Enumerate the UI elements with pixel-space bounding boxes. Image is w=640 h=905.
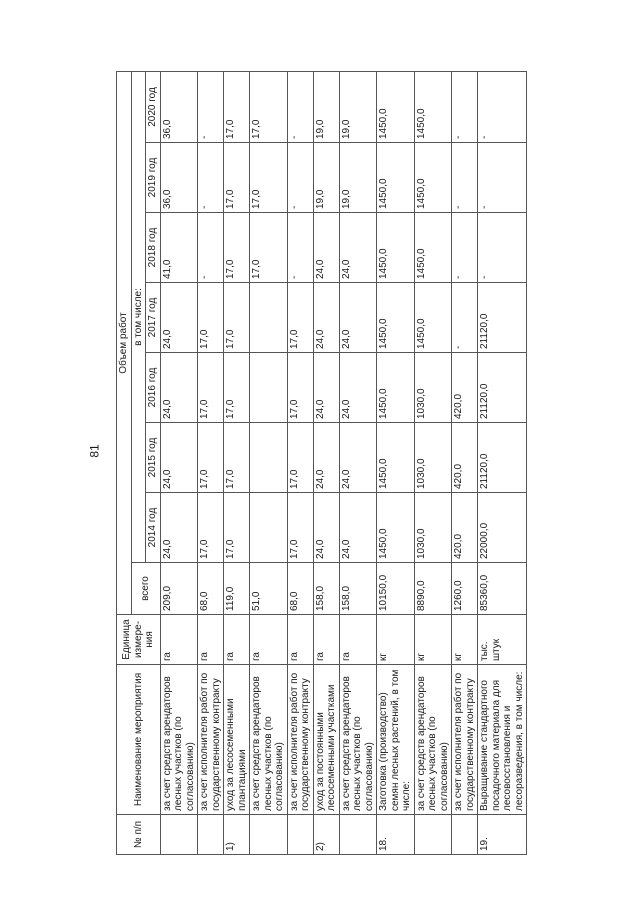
unit-cell: га [287, 615, 313, 665]
header-volume: Объем работ [117, 71, 132, 614]
activity-name: Заготовка (производство) семян лесных растений, в том числе: [377, 665, 415, 815]
year-value-cell: 24,0 [339, 213, 377, 283]
year-value-cell: 1450,0 [377, 71, 415, 142]
year-value-cell: 17,0 [224, 143, 250, 213]
year-value-cell: 1450,0 [377, 213, 415, 283]
year-value-cell: 24,0 [313, 213, 339, 283]
table-row [250, 71, 288, 854]
year-value-cell: 19,0 [313, 143, 339, 213]
year-value-cell: 41,0 [160, 213, 198, 283]
table-row [224, 71, 250, 854]
row-number [160, 815, 198, 855]
year-value-cell: - [452, 71, 478, 142]
year-value-cell: 17,0 [224, 353, 250, 423]
activity-name: за счет средств арендаторов лесных участков (по согласованию) [250, 665, 288, 815]
year-value-cell: 1450,0 [377, 423, 415, 493]
header-total: всего [131, 563, 160, 615]
header-unit: Единица измере-ния [117, 615, 161, 665]
header-year: 2015 год [146, 423, 161, 493]
total-cell: 1260,0 [452, 563, 478, 615]
year-value-cell: 420,0 [452, 353, 478, 423]
year-value-cell [250, 423, 288, 493]
year-value-cell: 17,0 [198, 353, 224, 423]
activity-name: за счет исполнителя работ по государственному контракту [452, 665, 478, 815]
year-value-cell: 24,0 [339, 493, 377, 563]
year-value-cell: - [198, 143, 224, 213]
header-year: 2014 год [146, 493, 161, 563]
unit-cell: га [339, 615, 377, 665]
unit-cell: га [224, 615, 250, 665]
year-value-cell: 24,0 [313, 353, 339, 423]
activity-name: за счет исполнителя работ по государственному контракту [198, 665, 224, 815]
year-value-cell: 24,0 [313, 493, 339, 563]
year-value-cell: 1450,0 [414, 283, 452, 353]
unit-cell: кг [377, 615, 415, 665]
header-no: № п/п [117, 815, 161, 855]
year-value-cell: 21120,0 [478, 353, 527, 423]
row-number [287, 815, 313, 855]
year-value-cell: 36,0 [160, 71, 198, 142]
table-row [198, 71, 224, 854]
year-value-cell: 24,0 [313, 283, 339, 353]
total-cell: 51,0 [250, 563, 288, 615]
year-value-cell: - [478, 71, 527, 142]
year-value-cell: - [287, 143, 313, 213]
year-value-cell [250, 493, 288, 563]
year-value-cell: 420,0 [452, 423, 478, 493]
row-number: 2) [313, 815, 339, 855]
year-value-cell: - [198, 213, 224, 283]
year-value-cell: 17,0 [250, 143, 288, 213]
year-value-cell: 1450,0 [414, 213, 452, 283]
total-cell: 68,0 [287, 563, 313, 615]
year-value-cell [250, 353, 288, 423]
activity-name: за счет исполнителя работ по государственному контракту [287, 665, 313, 815]
activity-name: Выращивание стандартного посадочного материала для лесовосстановления и лесоразведения, в том числе: [478, 665, 527, 815]
total-cell: 10150,0 [377, 563, 415, 615]
year-value-cell: - [478, 143, 527, 213]
table-row [160, 71, 198, 854]
header-year: 2017 год [146, 283, 161, 353]
table-body [160, 71, 527, 854]
unit-cell: га [198, 615, 224, 665]
year-value-cell: 17,0 [224, 493, 250, 563]
total-cell: 158,0 [339, 563, 377, 615]
year-value-cell: 17,0 [224, 283, 250, 353]
table-row [377, 71, 415, 854]
table-row [414, 71, 452, 854]
table-row [339, 71, 377, 854]
year-value-cell: 1450,0 [414, 71, 452, 142]
works-volume-table [116, 71, 527, 855]
row-number [198, 815, 224, 855]
rotated-table-container [116, 72, 636, 855]
table-row [287, 71, 313, 854]
year-value-cell: 36,0 [160, 143, 198, 213]
header-year: 2019 год [146, 143, 161, 213]
unit-cell: кг [414, 615, 452, 665]
row-number: 19. [478, 815, 527, 855]
year-value-cell: 24,0 [160, 493, 198, 563]
header-year: 2020 год [146, 71, 161, 142]
total-cell: 209,0 [160, 563, 198, 615]
year-value-cell: 19,0 [339, 143, 377, 213]
activity-name: за счет средств арендаторов лесных участков (по согласованию) [414, 665, 452, 815]
year-value-cell: 17,0 [287, 423, 313, 493]
page-number: 81 [87, 444, 102, 458]
row-number [339, 815, 377, 855]
year-value-cell: 19,0 [313, 71, 339, 142]
year-value-cell: 17,0 [287, 493, 313, 563]
year-value-cell [250, 283, 288, 353]
activity-name: за счет средств арендаторов лесных участков (по согласованию) [160, 665, 198, 815]
year-value-cell: 17,0 [198, 493, 224, 563]
row-number: 1) [224, 815, 250, 855]
year-value-cell: - [478, 213, 527, 283]
row-number [452, 815, 478, 855]
year-value-cell: 21120,0 [478, 423, 527, 493]
table-row [478, 71, 527, 854]
year-value-cell: 24,0 [160, 423, 198, 493]
table-row [313, 71, 339, 854]
year-value-cell: 24,0 [339, 423, 377, 493]
header-incl: в том числе: [131, 71, 146, 562]
year-value-cell: - [198, 71, 224, 142]
total-cell: 85360,0 [478, 563, 527, 615]
year-value-cell: 17,0 [250, 71, 288, 142]
row-number [414, 815, 452, 855]
year-value-cell: 24,0 [339, 283, 377, 353]
year-value-cell: 19,0 [339, 71, 377, 142]
year-value-cell: 1030,0 [414, 493, 452, 563]
unit-cell: га [250, 615, 288, 665]
total-cell: 8890,0 [414, 563, 452, 615]
year-value-cell: 1450,0 [377, 143, 415, 213]
unit-cell: га [160, 615, 198, 665]
header-name: Наименование мероприятия [117, 665, 161, 815]
year-value-cell: 24,0 [339, 353, 377, 423]
year-value-cell: 17,0 [287, 353, 313, 423]
year-value-cell: 1450,0 [414, 143, 452, 213]
year-value-cell: - [287, 71, 313, 142]
unit-cell: га [313, 615, 339, 665]
year-value-cell: 17,0 [287, 283, 313, 353]
year-value-cell: 17,0 [224, 423, 250, 493]
unit-cell: тыс. штук [478, 615, 527, 665]
year-value-cell: 1030,0 [414, 423, 452, 493]
row-number [250, 815, 288, 855]
year-value-cell: 22000,0 [478, 493, 527, 563]
year-value-cell: - [452, 213, 478, 283]
year-value-cell: - [452, 283, 478, 353]
year-value-cell: 1030,0 [414, 353, 452, 423]
total-cell: 119,0 [224, 563, 250, 615]
total-cell: 68,0 [198, 563, 224, 615]
year-value-cell: 21120,0 [478, 283, 527, 353]
table-row [452, 71, 478, 854]
year-value-cell: 420,0 [452, 493, 478, 563]
year-value-cell: 1450,0 [377, 283, 415, 353]
year-value-cell: - [287, 213, 313, 283]
total-cell: 158,0 [313, 563, 339, 615]
year-value-cell: 17,0 [224, 71, 250, 142]
activity-name: уход за постоянными лесосеменными участками [313, 665, 339, 815]
year-value-cell: 17,0 [198, 423, 224, 493]
activity-name: за счет средств арендаторов лесных участков (по согласованию) [339, 665, 377, 815]
year-value-cell: 24,0 [160, 283, 198, 353]
unit-cell: кг [452, 615, 478, 665]
header-year: 2018 год [146, 213, 161, 283]
year-value-cell: 1450,0 [377, 493, 415, 563]
year-value-cell: 17,0 [198, 283, 224, 353]
year-value-cell: 24,0 [313, 423, 339, 493]
header-year: 2016 год [146, 353, 161, 423]
year-value-cell: 17,0 [224, 213, 250, 283]
year-value-cell: 17,0 [250, 213, 288, 283]
year-value-cell: 24,0 [160, 353, 198, 423]
year-value-cell: 1450,0 [377, 353, 415, 423]
activity-name: уход за лесосеменными плантациями [224, 665, 250, 815]
year-value-cell: - [452, 143, 478, 213]
row-number: 18. [377, 815, 415, 855]
